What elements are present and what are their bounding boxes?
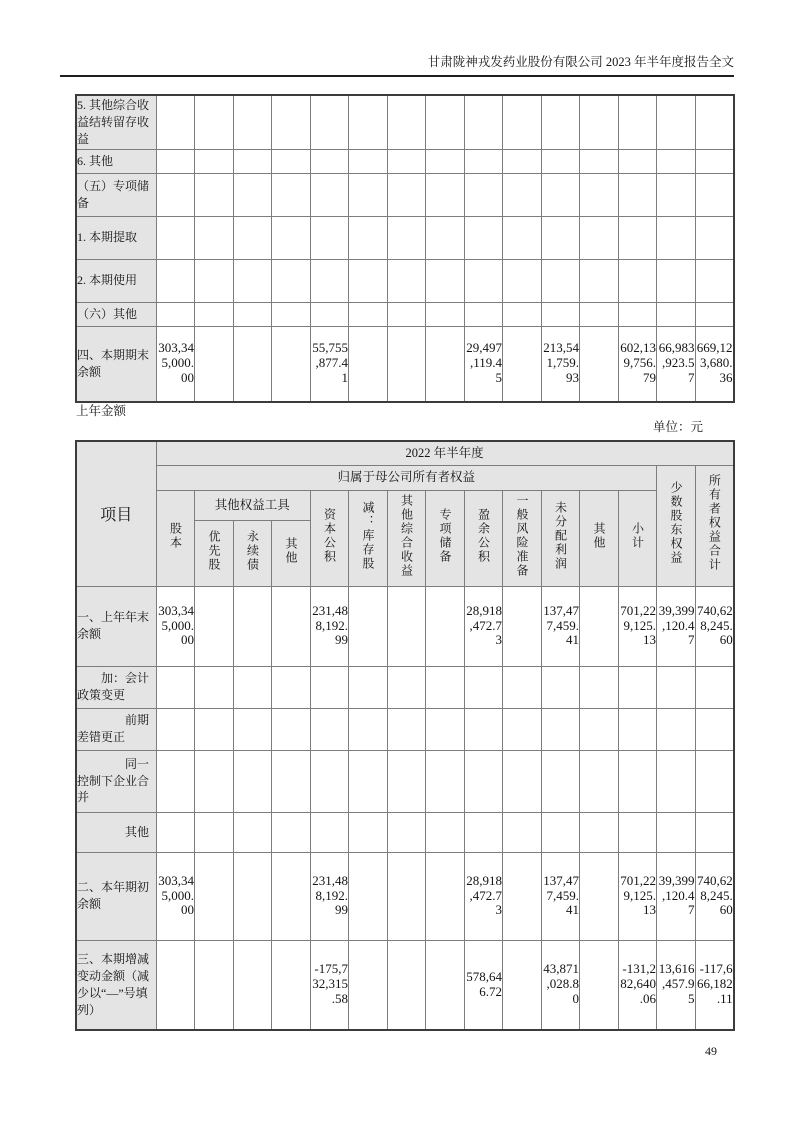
empty-cell (426, 586, 465, 666)
empty-cell (541, 259, 580, 302)
empty-cell (580, 95, 619, 149)
empty-cell (464, 666, 503, 708)
table-row (76, 666, 734, 708)
row-label: 前期差错更正 (76, 708, 156, 750)
empty-cell (580, 852, 619, 940)
empty-cell (195, 812, 234, 852)
empty-cell (349, 852, 388, 940)
empty-cell (580, 173, 619, 216)
table-row (76, 586, 734, 666)
prior-year-section-label: 上年金额 (76, 404, 127, 418)
row-label: 加：会计政策变更 (76, 666, 156, 708)
empty-cell (349, 666, 388, 708)
amount-cell: 740,628,245.60 (695, 586, 734, 666)
empty-cell (349, 216, 388, 259)
empty-cell (426, 173, 465, 216)
empty-cell (156, 173, 195, 216)
empty-cell (426, 259, 465, 302)
empty-cell (233, 259, 272, 302)
empty-cell (580, 216, 619, 259)
empty-cell (272, 586, 311, 666)
empty-cell (618, 173, 657, 216)
col-header-special-reserve (426, 490, 465, 586)
empty-cell (195, 750, 234, 812)
empty-cell (195, 666, 234, 708)
amount-cell: 303,345,000.00 (156, 586, 195, 666)
empty-cell (657, 216, 696, 259)
empty-cell (156, 708, 195, 750)
col-header-surplus-reserve (464, 490, 503, 586)
table-row (76, 95, 734, 149)
empty-cell (387, 940, 426, 1030)
empty-cell (387, 173, 426, 216)
empty-cell (695, 750, 734, 812)
table-row (76, 302, 734, 326)
empty-cell (195, 326, 234, 402)
amount-cell: 137,477,459.41 (541, 586, 580, 666)
empty-cell (233, 216, 272, 259)
page-number: 49 (705, 1044, 717, 1058)
empty-cell (503, 708, 542, 750)
empty-cell (541, 666, 580, 708)
col-header-text: 资本公积 (322, 507, 337, 564)
empty-cell (464, 216, 503, 259)
col-header-other-comprehensive-income (387, 490, 426, 586)
header-row-group (76, 465, 734, 490)
col-header-subtotal (618, 490, 657, 586)
col-header-capital-reserve (310, 490, 349, 586)
empty-cell (310, 750, 349, 812)
empty-cell (580, 586, 619, 666)
empty-cell (272, 940, 311, 1030)
empty-cell (695, 95, 734, 149)
empty-cell (464, 750, 503, 812)
empty-cell (695, 666, 734, 708)
empty-cell (387, 326, 426, 402)
empty-cell (156, 940, 195, 1030)
amount-cell: 39,399,120.47 (657, 586, 696, 666)
empty-cell (657, 812, 696, 852)
empty-cell (310, 259, 349, 302)
empty-cell (503, 812, 542, 852)
col-header-undistributed-profit (541, 490, 580, 586)
empty-cell (426, 750, 465, 812)
period-header: 2022 年半年度 (156, 441, 734, 465)
empty-cell (233, 149, 272, 173)
row-label: 四、本期期末余额 (76, 326, 156, 402)
row-label: 一、上年年末余额 (76, 586, 156, 666)
empty-cell (310, 149, 349, 173)
empty-cell (503, 326, 542, 402)
amount-cell: 28,918,472.73 (464, 586, 503, 666)
table-row (76, 708, 734, 750)
amount-cell: 701,229,125.13 (618, 586, 657, 666)
empty-cell (503, 586, 542, 666)
empty-cell (541, 149, 580, 173)
empty-cell (387, 812, 426, 852)
row-label: （六）其他 (76, 302, 156, 326)
empty-cell (426, 216, 465, 259)
empty-cell (233, 750, 272, 812)
col-header-share-capital (156, 490, 195, 586)
empty-cell (618, 95, 657, 149)
row-label: 其他 (76, 812, 156, 852)
empty-cell (349, 259, 388, 302)
table-row (76, 173, 734, 216)
amount-cell: 231,488,192.99 (310, 852, 349, 940)
empty-cell (618, 149, 657, 173)
amount-cell: 303,345,000.00 (156, 326, 195, 402)
empty-cell (541, 302, 580, 326)
empty-cell (618, 259, 657, 302)
empty-cell (503, 750, 542, 812)
table-row (76, 812, 734, 852)
empty-cell (233, 326, 272, 402)
empty-cell (426, 326, 465, 402)
empty-cell (387, 149, 426, 173)
col-header-text: 一般风险准备 (515, 493, 530, 578)
empty-cell (349, 750, 388, 812)
col-header-text: 少数股东权益 (669, 481, 684, 566)
empty-cell (349, 302, 388, 326)
table-row (76, 216, 734, 259)
empty-cell (464, 708, 503, 750)
empty-cell (657, 708, 696, 750)
empty-cell (310, 216, 349, 259)
empty-cell (657, 302, 696, 326)
row-label: 5. 其他综合收益结转留存收益 (76, 95, 156, 149)
empty-cell (272, 852, 311, 940)
empty-cell (349, 95, 388, 149)
empty-cell (580, 708, 619, 750)
col-header-text: 优先股 (207, 529, 222, 572)
empty-cell (618, 302, 657, 326)
empty-cell (580, 812, 619, 852)
amount-cell: -117,666,182.11 (695, 940, 734, 1030)
amount-cell: 66,983,923.57 (657, 326, 696, 402)
empty-cell (387, 666, 426, 708)
empty-cell (195, 586, 234, 666)
header-row-period (76, 441, 734, 465)
empty-cell (233, 666, 272, 708)
empty-cell (233, 173, 272, 216)
empty-cell (503, 216, 542, 259)
empty-cell (541, 750, 580, 812)
col-header-other-instruments (272, 520, 311, 586)
amount-cell: 701,229,125.13 (618, 852, 657, 940)
col-header-text: 股本 (168, 521, 183, 550)
table-row (76, 259, 734, 302)
amount-cell: 578,646.72 (464, 940, 503, 1030)
empty-cell (695, 216, 734, 259)
empty-cell (156, 259, 195, 302)
empty-cell (464, 259, 503, 302)
amount-cell: 137,477,459.41 (541, 852, 580, 940)
empty-cell (349, 586, 388, 666)
empty-cell (233, 852, 272, 940)
col-header-other (580, 490, 619, 586)
empty-cell (349, 940, 388, 1030)
amount-cell: 39,399,120.47 (657, 852, 696, 940)
empty-cell (657, 95, 696, 149)
empty-cell (387, 95, 426, 149)
empty-cell (195, 216, 234, 259)
empty-cell (464, 173, 503, 216)
empty-cell (349, 149, 388, 173)
amount-cell: 29,497,119.45 (464, 326, 503, 402)
empty-cell (426, 302, 465, 326)
empty-cell (233, 940, 272, 1030)
empty-cell (464, 149, 503, 173)
empty-cell (156, 302, 195, 326)
amount-cell: 740,628,245.60 (695, 852, 734, 940)
empty-cell (618, 666, 657, 708)
empty-cell (503, 173, 542, 216)
row-label: 1. 本期提取 (76, 216, 156, 259)
empty-cell (695, 812, 734, 852)
empty-cell (272, 302, 311, 326)
empty-cell (503, 940, 542, 1030)
empty-cell (387, 750, 426, 812)
col-header-text: 盈余公积 (476, 507, 491, 564)
empty-cell (272, 95, 311, 149)
table-row (76, 940, 734, 1030)
amount-cell: 231,488,192.99 (310, 586, 349, 666)
empty-cell (503, 259, 542, 302)
document-header: 甘肃陇神戎发药业股份有限公司 2023 年半年度报告全文 (60, 54, 734, 77)
col-header-text: 其他 (592, 521, 607, 550)
empty-cell (195, 940, 234, 1030)
empty-cell (387, 708, 426, 750)
empty-cell (503, 149, 542, 173)
amount-cell: 28,918,472.73 (464, 852, 503, 940)
corner-header-item: 项目 (76, 441, 156, 586)
empty-cell (426, 812, 465, 852)
col-header-text: 其他综合收益 (399, 493, 414, 578)
empty-cell (272, 173, 311, 216)
col-header-general-risk-reserve (503, 490, 542, 586)
row-label: 同一控制下企业合并 (76, 750, 156, 812)
header-row-columns (76, 490, 734, 520)
empty-cell (195, 173, 234, 216)
empty-cell (233, 708, 272, 750)
amount-cell: -131,282,640.06 (618, 940, 657, 1030)
empty-cell (272, 812, 311, 852)
table-row (76, 149, 734, 173)
col-header-text: 专项储备 (438, 507, 453, 564)
current-period-equity-table (75, 94, 735, 403)
empty-cell (695, 708, 734, 750)
prior-year-equity-table (75, 440, 735, 1031)
col-header-preferred-shares (195, 520, 234, 586)
empty-cell (349, 812, 388, 852)
empty-cell (580, 302, 619, 326)
empty-cell (195, 95, 234, 149)
col-header-text: 其他 (284, 536, 299, 565)
amount-cell: 213,541,759.93 (541, 326, 580, 402)
empty-cell (195, 149, 234, 173)
empty-cell (695, 173, 734, 216)
empty-cell (580, 666, 619, 708)
other-equity-tools-header: 其他权益工具 (195, 490, 311, 520)
empty-cell (233, 812, 272, 852)
empty-cell (618, 812, 657, 852)
row-label: 二、本年期初余额 (76, 852, 156, 940)
empty-cell (310, 302, 349, 326)
empty-cell (580, 259, 619, 302)
empty-cell (310, 812, 349, 852)
empty-cell (233, 95, 272, 149)
empty-cell (464, 302, 503, 326)
empty-cell (272, 259, 311, 302)
empty-cell (426, 708, 465, 750)
empty-cell (426, 940, 465, 1030)
empty-cell (541, 216, 580, 259)
table-row (76, 852, 734, 940)
empty-cell (503, 852, 542, 940)
empty-cell (541, 95, 580, 149)
empty-cell (426, 95, 465, 149)
col-header-total-owners-equity (695, 465, 734, 586)
empty-cell (310, 173, 349, 216)
col-header-text: 永续债 (245, 529, 260, 572)
empty-cell (464, 95, 503, 149)
empty-cell (503, 95, 542, 149)
row-label: （五）专项储备 (76, 173, 156, 216)
empty-cell (349, 708, 388, 750)
col-header-minority-interest (657, 465, 696, 586)
empty-cell (195, 259, 234, 302)
empty-cell (387, 852, 426, 940)
empty-cell (195, 708, 234, 750)
amount-cell: 13,616,457.95 (657, 940, 696, 1030)
empty-cell (195, 852, 234, 940)
empty-cell (156, 750, 195, 812)
empty-cell (156, 666, 195, 708)
empty-cell (156, 149, 195, 173)
empty-cell (657, 173, 696, 216)
empty-cell (541, 173, 580, 216)
amount-cell: 669,123,680.36 (695, 326, 734, 402)
empty-cell (272, 149, 311, 173)
empty-cell (618, 750, 657, 812)
empty-cell (233, 586, 272, 666)
empty-cell (349, 326, 388, 402)
empty-cell (426, 666, 465, 708)
empty-cell (657, 259, 696, 302)
empty-cell (156, 216, 195, 259)
empty-cell (695, 259, 734, 302)
empty-cell (387, 586, 426, 666)
table-row (76, 750, 734, 812)
empty-cell (464, 812, 503, 852)
empty-cell (580, 940, 619, 1030)
empty-cell (387, 302, 426, 326)
empty-cell (310, 95, 349, 149)
empty-cell (426, 852, 465, 940)
empty-cell (310, 708, 349, 750)
empty-cell (657, 666, 696, 708)
empty-cell (580, 326, 619, 402)
col-header-text: 小计 (630, 521, 645, 550)
empty-cell (657, 750, 696, 812)
empty-cell (195, 302, 234, 326)
col-header-less-treasury-shares (349, 490, 388, 586)
empty-cell (503, 666, 542, 708)
empty-cell (503, 302, 542, 326)
empty-cell (541, 812, 580, 852)
amount-cell: 303,345,000.00 (156, 852, 195, 940)
empty-cell (310, 666, 349, 708)
unit-label: 单位：元 (652, 420, 703, 434)
col-header-text: 所有者权益合计 (707, 474, 722, 573)
empty-cell (156, 95, 195, 149)
empty-cell (580, 750, 619, 812)
empty-cell (387, 259, 426, 302)
col-header-perpetual-bonds (233, 520, 272, 586)
amount-cell: 55,755,877.41 (310, 326, 349, 402)
empty-cell (272, 326, 311, 402)
row-label: 三、本期增减变动金额（减少以“—”号填列） (76, 940, 156, 1030)
row-label: 2. 本期使用 (76, 259, 156, 302)
empty-cell (657, 149, 696, 173)
empty-cell (541, 708, 580, 750)
empty-cell (387, 216, 426, 259)
row-label: 6. 其他 (76, 149, 156, 173)
empty-cell (272, 708, 311, 750)
empty-cell (233, 302, 272, 326)
empty-cell (426, 149, 465, 173)
empty-cell (349, 173, 388, 216)
empty-cell (272, 216, 311, 259)
empty-cell (580, 149, 619, 173)
empty-cell (618, 708, 657, 750)
empty-cell (156, 812, 195, 852)
empty-cell (695, 149, 734, 173)
col-header-text: 减：库存股 (361, 500, 376, 571)
empty-cell (618, 216, 657, 259)
table-row (76, 326, 734, 402)
amount-cell: 602,139,756.79 (618, 326, 657, 402)
amount-cell: -175,732,315.58 (310, 940, 349, 1030)
empty-cell (695, 302, 734, 326)
col-header-text: 未分配利润 (553, 500, 568, 571)
amount-cell: 43,871,028.80 (541, 940, 580, 1030)
empty-cell (272, 750, 311, 812)
empty-cell (272, 666, 311, 708)
parent-equity-group-header: 归属于母公司所有者权益 (156, 465, 657, 490)
